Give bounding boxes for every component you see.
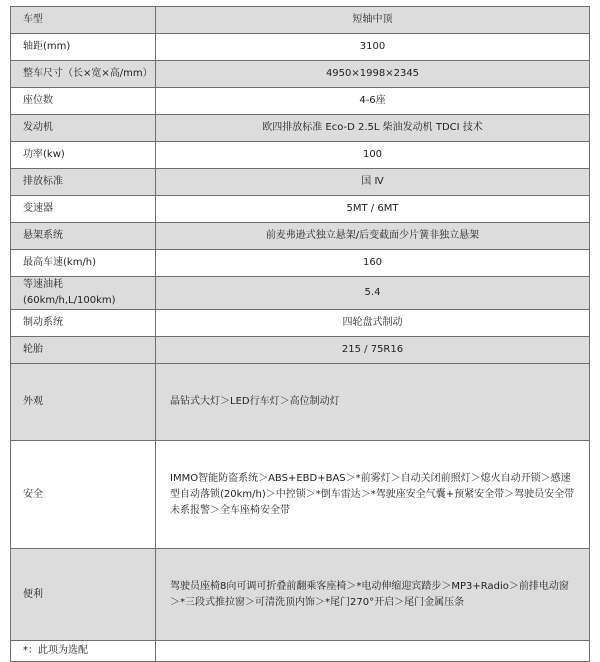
row-label: 轴距(mm) xyxy=(11,34,156,61)
row-value: 晶钻式大灯＞LED行车灯＞高位制动灯 xyxy=(156,364,590,441)
row-value: 驾驶员座椅8向可调可折叠前翻乘客座椅＞*电动伸缩迎宾踏步＞MP3+Radio＞前排电动窗＞*三段式推拉窗＞可清洗顶内饰＞*尾门270°开启＞尾门金属压条 xyxy=(156,549,590,641)
row-value: IMMO智能防盗系统＞ABS+EBD+BAS＞*前雾灯＞自动关闭前照灯＞熄火自动开锁＞感速型自动落锁(20km/h)＞中控锁＞*倒车雷达＞*驾驶座安全气囊+预紧安全带＞驾驶员安全带未系报警＞全车座椅安全带 xyxy=(156,441,590,549)
row-label: 便利 xyxy=(11,549,156,641)
row-label: 外观 xyxy=(11,364,156,441)
table-row xyxy=(11,196,590,223)
table-row xyxy=(11,34,590,61)
row-value: 160 xyxy=(156,250,590,277)
row-value: 100 xyxy=(156,142,590,169)
row-label: 功率(kw) xyxy=(11,142,156,169)
table-row xyxy=(11,7,590,34)
table-row xyxy=(11,441,590,549)
table-row xyxy=(11,61,590,88)
table-row xyxy=(11,549,590,641)
row-value: 四轮盘式制动 xyxy=(156,310,590,337)
table-row xyxy=(11,310,590,337)
table-row xyxy=(11,223,590,250)
row-value: 前麦弗逊式独立悬架/后变截面少片簧非独立悬架 xyxy=(156,223,590,250)
table-row xyxy=(11,169,590,196)
row-value: 4-6座 xyxy=(156,88,590,115)
row-label: 整车尺寸（长×宽×高/mm） xyxy=(11,61,156,88)
row-label: 安全 xyxy=(11,441,156,549)
row-value: 215 / 75R16 xyxy=(156,337,590,364)
row-label: 排放标准 xyxy=(11,169,156,196)
row-value: 3100 xyxy=(156,34,590,61)
row-label: 车型 xyxy=(11,7,156,34)
row-label: 悬架系统 xyxy=(11,223,156,250)
row-label: 发动机 xyxy=(11,115,156,142)
row-label: 轮胎 xyxy=(11,337,156,364)
table-row xyxy=(11,142,590,169)
row-value: 短轴中顶 xyxy=(156,7,590,34)
spec-sheet xyxy=(10,6,590,662)
table-row xyxy=(11,277,590,310)
footnote-empty-cell xyxy=(156,641,590,662)
row-value: 欧四排放标准 Eco-D 2.5L 柴油发动机 TDCI 技术 xyxy=(156,115,590,142)
row-label: 制动系统 xyxy=(11,310,156,337)
footnote-row xyxy=(11,641,590,662)
row-label: 座位数 xyxy=(11,88,156,115)
row-label: 变速器 xyxy=(11,196,156,223)
row-value: 5MT / 6MT xyxy=(156,196,590,223)
row-value: 5.4 xyxy=(156,277,590,310)
row-label: 最高车速(km/h) xyxy=(11,250,156,277)
footnote: *：此项为选配 xyxy=(11,641,156,662)
row-label: 等速油耗(60km/h,L/100km) xyxy=(11,277,156,310)
table-row xyxy=(11,337,590,364)
table-row xyxy=(11,250,590,277)
table-row xyxy=(11,115,590,142)
table-row xyxy=(11,88,590,115)
row-value: 国 Ⅳ xyxy=(156,169,590,196)
table-row xyxy=(11,364,590,441)
spec-table xyxy=(10,6,590,662)
row-value: 4950×1998×2345 xyxy=(156,61,590,88)
